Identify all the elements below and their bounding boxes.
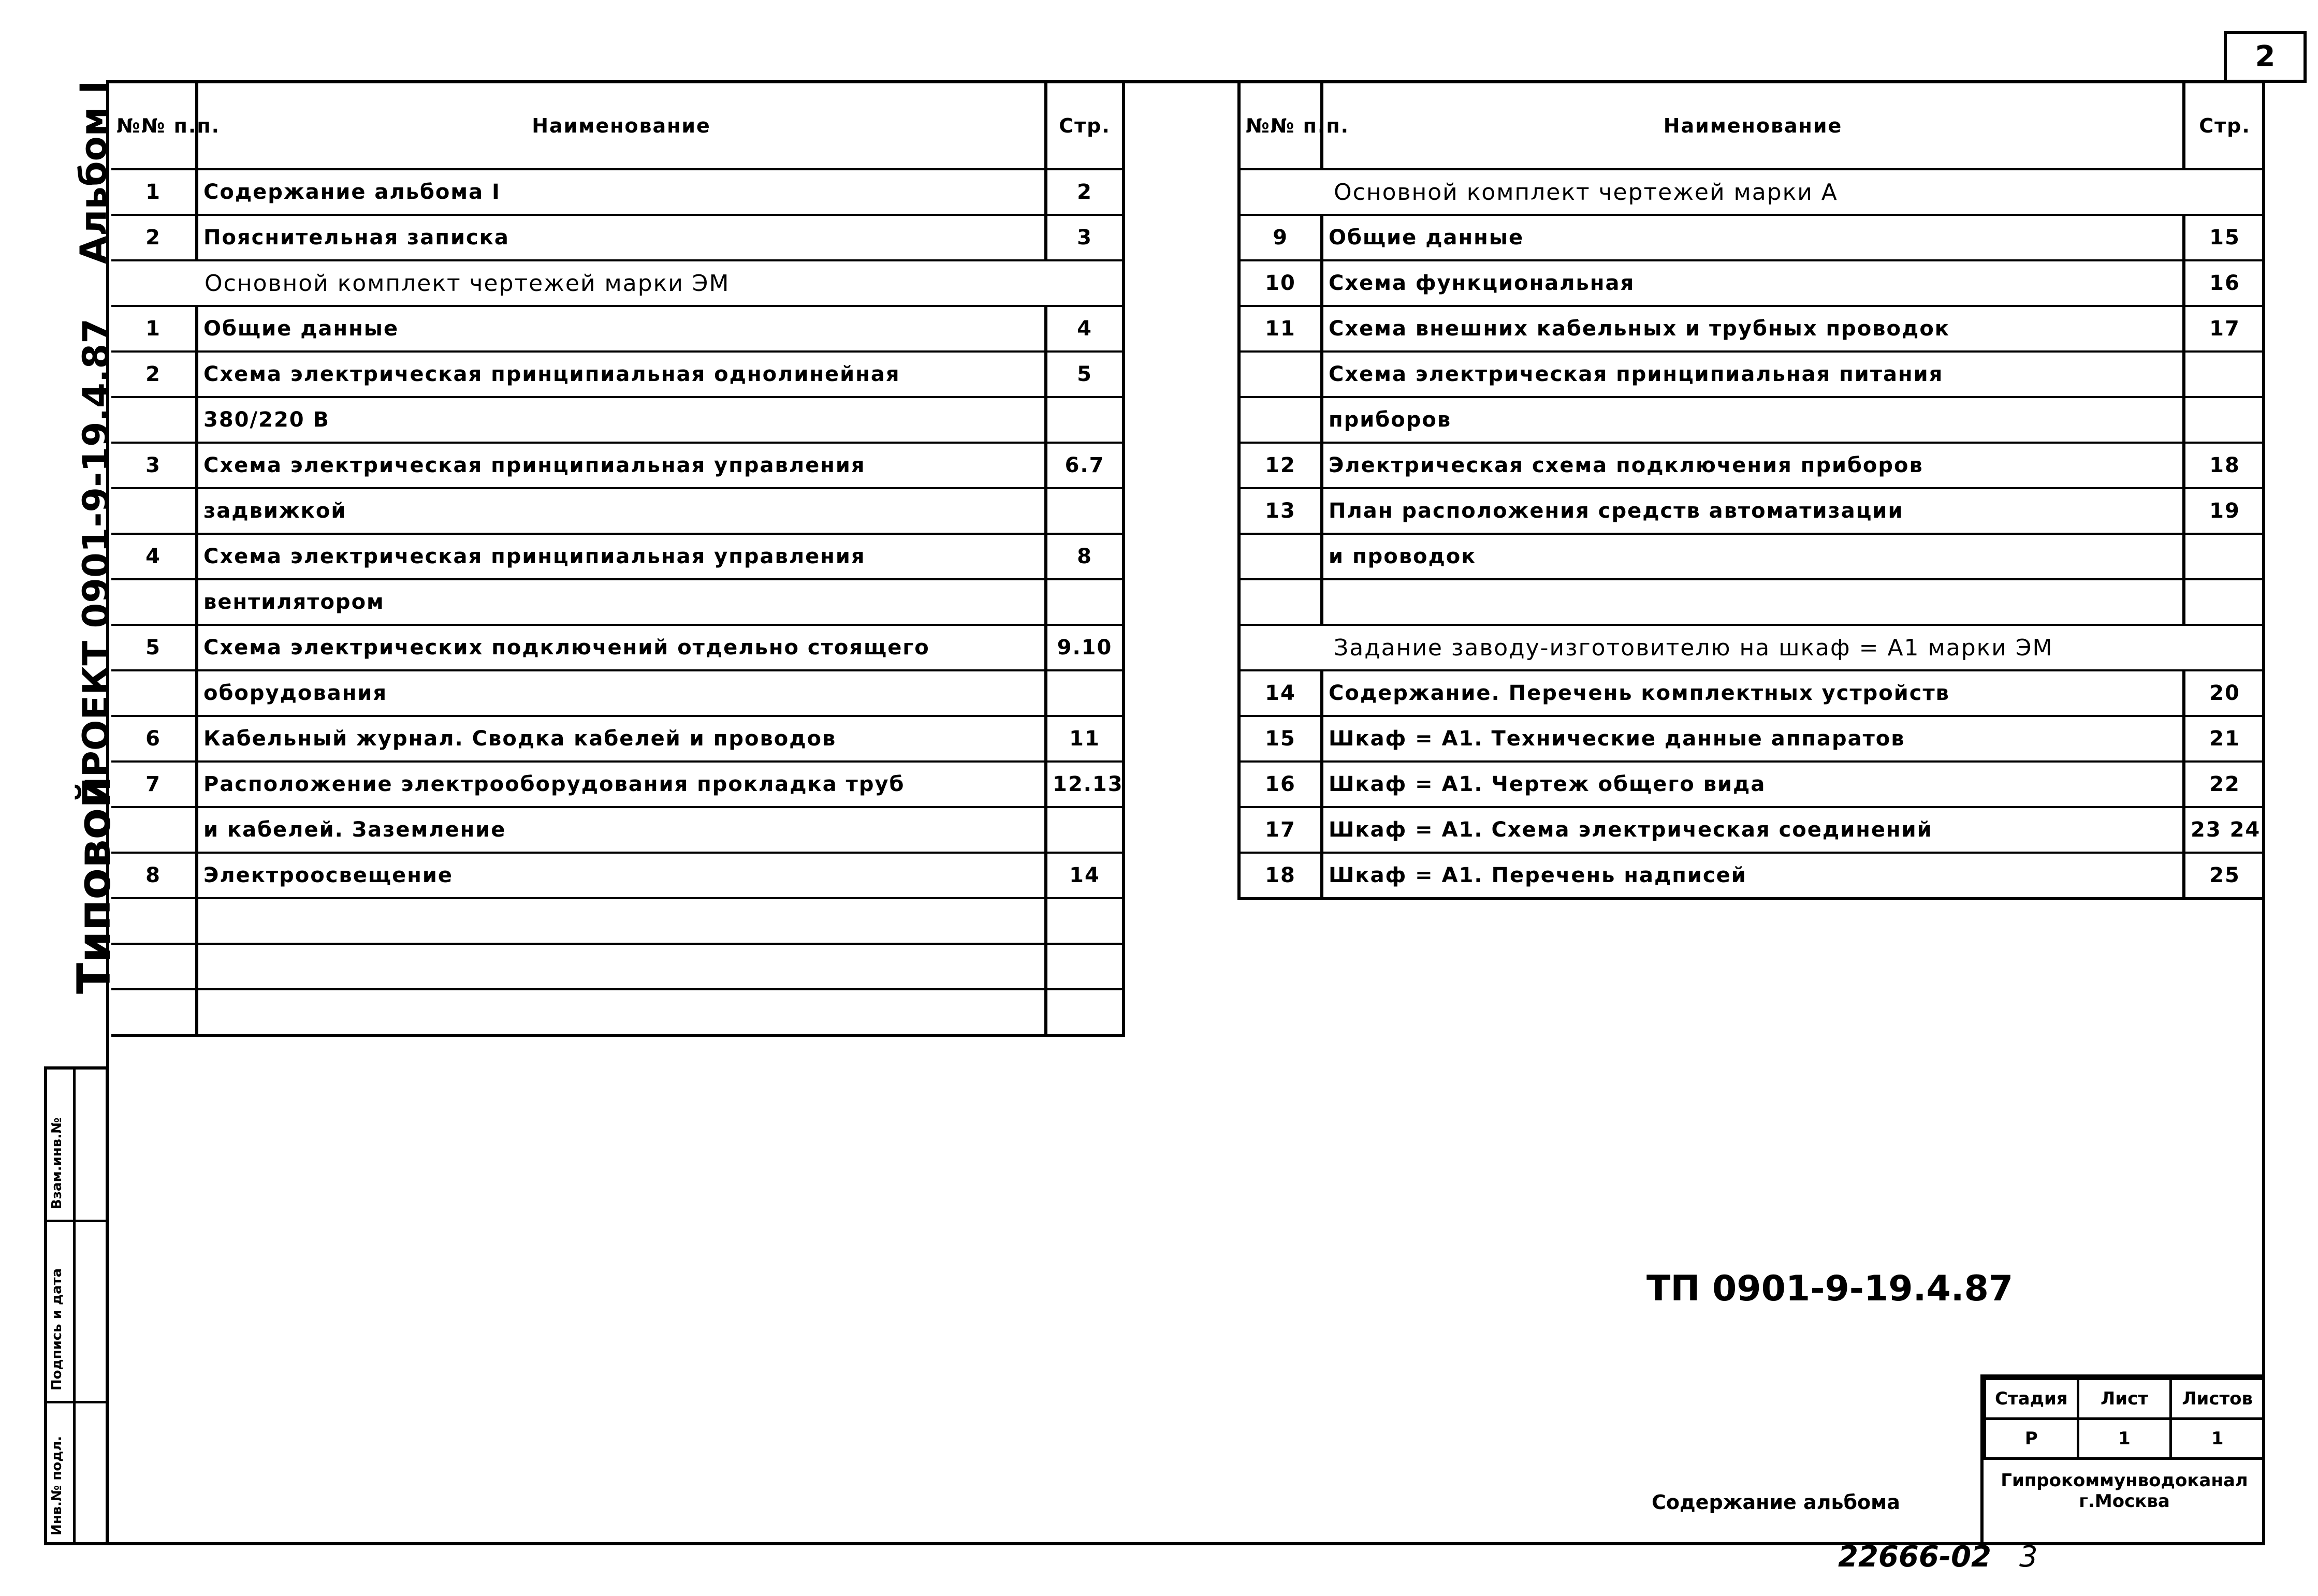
row-title: Шкаф = А1. Чертеж общего вида <box>1322 762 2184 807</box>
row-page: 12.13 <box>1046 762 1124 807</box>
stamp-field-inv: Инв.№ подл. <box>49 1436 65 1535</box>
right-contents-table <box>1237 83 2264 900</box>
row-number: 6 <box>111 716 197 762</box>
row-title: Шкаф = А1. Схема электрическая соединений <box>1322 807 2184 853</box>
row-page <box>1046 944 1124 989</box>
row-number: 1 <box>111 169 197 215</box>
table-row <box>1239 579 2264 625</box>
table-row <box>1239 488 2264 534</box>
right-header-name: Наименование <box>1322 83 2184 169</box>
row-title: оборудования <box>197 670 1046 716</box>
row-number: 10 <box>1239 260 1322 306</box>
row-page: 23 24 <box>2184 807 2264 853</box>
left-header-page: Стр. <box>1046 83 1124 169</box>
row-number: 2 <box>111 215 197 260</box>
row-title: задвижкой <box>197 488 1046 534</box>
page-number: 3 <box>2019 1540 2038 1574</box>
row-number: 8 <box>111 853 197 898</box>
table-row <box>111 716 1124 762</box>
row-number: 17 <box>1239 807 1322 853</box>
table-row <box>1239 853 2264 899</box>
row-number: 3 <box>111 443 197 488</box>
row-number: 9 <box>1239 215 1322 260</box>
section-heading: Задание заводу-изготовителю на шкаф = А1 марки ЭМ <box>1239 625 2264 670</box>
table-row <box>1239 670 2264 716</box>
table-row <box>111 898 1124 944</box>
row-page: 9.10 <box>1046 625 1124 670</box>
table-row <box>111 488 1124 534</box>
row-page <box>1046 579 1124 625</box>
row-number <box>111 989 197 1035</box>
row-title: и кабелей. Заземление <box>197 807 1046 853</box>
table-row <box>111 443 1124 488</box>
row-number: 13 <box>1239 488 1322 534</box>
row-page <box>1046 488 1124 534</box>
row-title <box>197 989 1046 1035</box>
row-number: 4 <box>111 534 197 579</box>
row-number: 2 <box>111 352 197 397</box>
row-title: Пояснительная записка <box>197 215 1046 260</box>
row-number <box>1239 352 1322 397</box>
row-title: 380/220 В <box>197 397 1046 443</box>
sheet-value: 1 <box>2078 1419 2171 1459</box>
row-number <box>111 898 197 944</box>
left-contents-table <box>111 83 1125 1037</box>
row-title: План расположения средств автоматизации <box>1322 488 2184 534</box>
row-page <box>1046 898 1124 944</box>
row-title: Схема электрических подключений отдельно стоящего <box>197 625 1046 670</box>
table-row <box>1239 306 2264 352</box>
stamp-field-signature: Подпись и дата <box>49 1268 65 1390</box>
row-title: Шкаф = А1. Перечень надписей <box>1322 853 2184 899</box>
table-row <box>1239 443 2264 488</box>
section-heading: Основной комплект чертежей марки ЭМ <box>111 260 1124 306</box>
row-page <box>2184 534 2264 579</box>
table-row <box>111 260 1124 306</box>
row-title: Расположение электрооборудования прокладка труб <box>197 762 1046 807</box>
row-number <box>1239 579 1322 625</box>
right-header-num: №№ п.п. <box>1239 83 1322 169</box>
row-number <box>1239 397 1322 443</box>
row-number <box>111 397 197 443</box>
row-title: Схема электрическая принципиальная управления <box>197 534 1046 579</box>
table-row <box>1239 807 2264 853</box>
table-row <box>1239 352 2264 397</box>
title-block <box>1980 1374 2265 1545</box>
row-title: Схема внешних кабельных и трубных проводок <box>1322 306 2184 352</box>
table-row <box>111 989 1124 1035</box>
row-page: 15 <box>2184 215 2264 260</box>
row-title <box>197 898 1046 944</box>
sheets-value: 1 <box>2171 1419 2264 1459</box>
row-number: 18 <box>1239 853 1322 899</box>
table-row <box>111 670 1124 716</box>
row-title <box>197 944 1046 989</box>
table-row <box>1239 169 2264 215</box>
row-number: 11 <box>1239 306 1322 352</box>
row-page: 16 <box>2184 260 2264 306</box>
album-label: Альбом I <box>72 80 115 264</box>
row-number: 14 <box>1239 670 1322 716</box>
margin-stamp <box>44 1066 109 1545</box>
right-table-header <box>1239 83 2264 169</box>
row-page <box>1046 670 1124 716</box>
table-row <box>111 306 1124 352</box>
row-page: 11 <box>1046 716 1124 762</box>
org-city: г.Москва <box>2079 1491 2170 1512</box>
table-row <box>111 169 1124 215</box>
row-title: Общие данные <box>1322 215 2184 260</box>
row-number <box>1239 534 1322 579</box>
row-page <box>2184 397 2264 443</box>
row-page: 20 <box>2184 670 2264 716</box>
table-row <box>111 762 1124 807</box>
row-number <box>111 670 197 716</box>
row-title: Содержание. Перечень комплектных устройств <box>1322 670 2184 716</box>
row-number: 5 <box>111 625 197 670</box>
row-page <box>2184 352 2264 397</box>
sheet-header: Лист <box>2078 1379 2171 1419</box>
row-number <box>111 944 197 989</box>
row-title: вентилятором <box>197 579 1046 625</box>
left-header-name: Наименование <box>197 83 1046 169</box>
row-title: Электрическая схема подключения приборов <box>1322 443 2184 488</box>
drawing-designation: ТП 0901-9-19.4.87 <box>1646 1268 2014 1309</box>
row-title: Общие данные <box>197 306 1046 352</box>
row-title: Схема функциональная <box>1322 260 2184 306</box>
section-heading: Основной комплект чертежей марки А <box>1239 169 2264 215</box>
row-page <box>2184 579 2264 625</box>
stamp-field-replace: Взам.инв.№ <box>49 1117 65 1209</box>
row-page <box>1046 807 1124 853</box>
row-number: 12 <box>1239 443 1322 488</box>
row-page: 4 <box>1046 306 1124 352</box>
row-title: Схема электрическая принципиальная управления <box>197 443 1046 488</box>
table-row <box>111 807 1124 853</box>
table-row <box>1239 397 2264 443</box>
row-page: 5 <box>1046 352 1124 397</box>
table-row <box>111 215 1124 260</box>
row-number <box>111 488 197 534</box>
row-page: 2 <box>1046 169 1124 215</box>
sheets-header: Листов <box>2171 1379 2264 1419</box>
row-title: Схема электрическая принципиальная питания <box>1322 352 2184 397</box>
doc-title: Содержание альбома <box>1652 1491 1900 1514</box>
row-page <box>1046 989 1124 1035</box>
table-row <box>111 352 1124 397</box>
left-table-header <box>111 83 1124 169</box>
row-number: 7 <box>111 762 197 807</box>
table-row <box>111 534 1124 579</box>
stage-value: Р <box>1985 1419 2078 1459</box>
row-number <box>111 807 197 853</box>
row-number: 15 <box>1239 716 1322 762</box>
table-row <box>111 853 1124 898</box>
row-title: Схема электрическая принципиальная однолинейная <box>197 352 1046 397</box>
table-row <box>1239 762 2264 807</box>
org-name: Гипрокоммунводоканал <box>2001 1470 2248 1491</box>
table-row <box>111 625 1124 670</box>
row-page <box>1046 397 1124 443</box>
left-header-num: №№ п.п. <box>111 83 197 169</box>
row-page: 8 <box>1046 534 1124 579</box>
row-page: 17 <box>2184 306 2264 352</box>
table-row <box>1239 716 2264 762</box>
right-header-page: Стр. <box>2184 83 2264 169</box>
table-row <box>1239 260 2264 306</box>
row-page: 19 <box>2184 488 2264 534</box>
table-row <box>1239 534 2264 579</box>
row-title: и проводок <box>1322 534 2184 579</box>
row-number <box>111 579 197 625</box>
table-row <box>111 397 1124 443</box>
table-row <box>111 579 1124 625</box>
stage-header: Стадия <box>1985 1379 2078 1419</box>
row-page: 18 <box>2184 443 2264 488</box>
row-title: Содержание альбома I <box>197 169 1046 215</box>
series-label: Типовой <box>67 776 121 994</box>
row-number: 16 <box>1239 762 1322 807</box>
table-row <box>1239 625 2264 670</box>
row-page: 22 <box>2184 762 2264 807</box>
row-title: Кабельный журнал. Сводка кабелей и проводов <box>197 716 1046 762</box>
table-row <box>111 944 1124 989</box>
row-page: 21 <box>2184 716 2264 762</box>
row-title: Электроосвещение <box>197 853 1046 898</box>
project-label: ПРОЕКТ 0901-9-19.4.87 <box>75 318 118 808</box>
row-title: приборов <box>1322 397 2184 443</box>
archive-number: 22666-02 <box>1838 1540 1991 1574</box>
sheet-number-box <box>2224 31 2307 83</box>
row-page: 6.7 <box>1046 443 1124 488</box>
row-page: 25 <box>2184 853 2264 899</box>
row-number: 1 <box>111 306 197 352</box>
row-title: Шкаф = А1. Технические данные аппаратов <box>1322 716 2184 762</box>
row-page: 14 <box>1046 853 1124 898</box>
row-page: 3 <box>1046 215 1124 260</box>
row-title <box>1322 579 2184 625</box>
sheet-number: 2 <box>2255 40 2276 74</box>
table-row <box>1239 215 2264 260</box>
